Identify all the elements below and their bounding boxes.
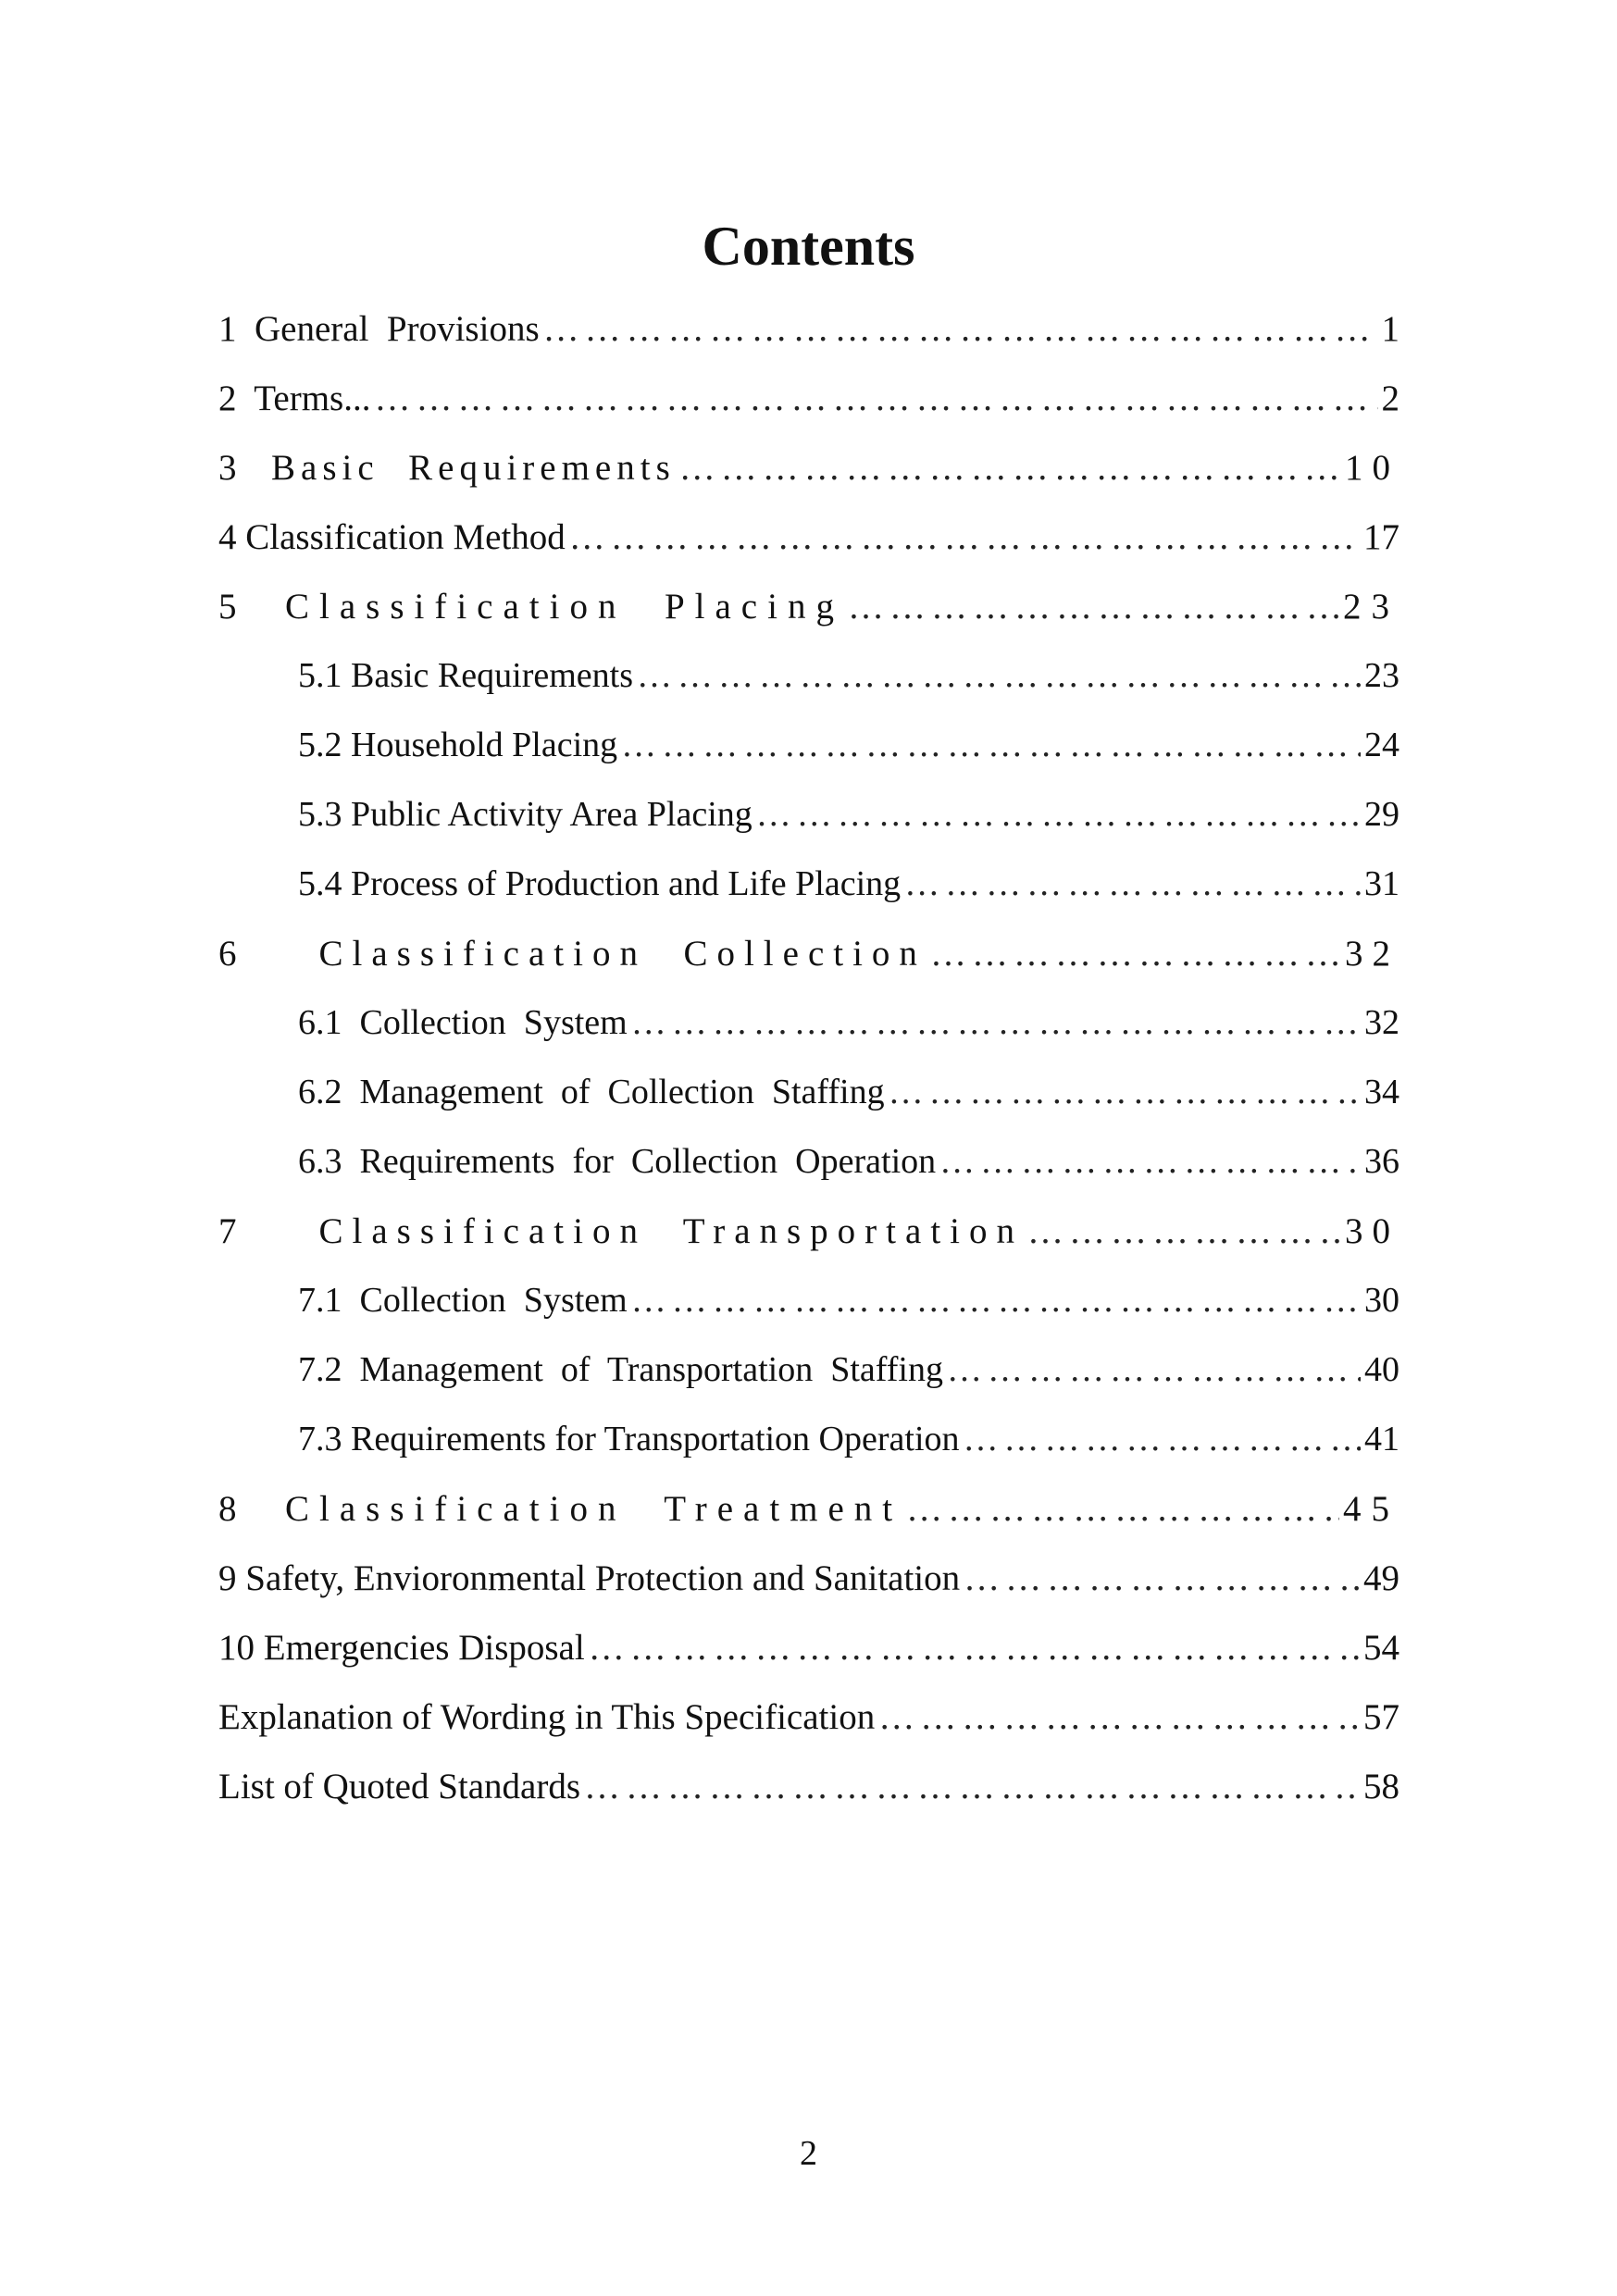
toc-dot-leader bbox=[878, 1682, 1360, 1752]
toc-entry-page: 54 bbox=[1363, 1628, 1399, 1668]
toc-entry-label: 7.2 Management of Transportation Staffing bbox=[298, 1350, 943, 1389]
toc-entry-label: Explanation of Wording in This Specification bbox=[218, 1697, 876, 1737]
toc-entry-label: 5.4 Process of Production and Life Placing bbox=[298, 864, 902, 903]
toc-dot-leader bbox=[889, 1058, 1361, 1127]
toc-dot-leader bbox=[930, 919, 1341, 988]
toc-entry-page: 10 bbox=[1345, 448, 1399, 488]
page-title: Contents bbox=[702, 216, 915, 277]
toc-entry[interactable] bbox=[218, 1544, 1399, 1613]
toc-entry-page: 58 bbox=[1363, 1767, 1399, 1806]
toc-dot-leader bbox=[621, 711, 1361, 780]
toc-entry[interactable] bbox=[218, 364, 1399, 433]
toc-dot-leader bbox=[637, 641, 1361, 711]
toc-entry[interactable] bbox=[218, 1613, 1399, 1682]
toc-entry[interactable] bbox=[218, 919, 1399, 988]
toc-dot-leader bbox=[589, 1613, 1360, 1682]
toc-entry-page: 40 bbox=[1364, 1350, 1399, 1389]
toc-entry-label: 5.1 Basic Requirements bbox=[298, 656, 633, 695]
toc-subentry[interactable] bbox=[218, 711, 1399, 780]
toc-entry-label: 6.2 Management of Collection Staffing bbox=[298, 1073, 885, 1111]
toc-subentry[interactable] bbox=[218, 641, 1399, 711]
toc-entry[interactable] bbox=[218, 294, 1399, 364]
toc-subentry[interactable] bbox=[218, 1405, 1399, 1474]
toc-dot-leader bbox=[543, 294, 1378, 364]
toc-subentry[interactable] bbox=[218, 1266, 1399, 1335]
toc-dot-leader bbox=[679, 433, 1341, 503]
toc-dot-leader bbox=[947, 1335, 1361, 1405]
page-number: 2 bbox=[800, 2134, 817, 2173]
toc-entry-label: 5.3 Public Activity Area Placing bbox=[298, 795, 753, 834]
toc-dot-leader bbox=[904, 850, 1361, 919]
toc-entry-page: 45 bbox=[1343, 1489, 1399, 1529]
toc-entry-label: 7.3 Requirements for Transportation Operation bbox=[298, 1420, 960, 1458]
toc-dot-leader bbox=[939, 1127, 1361, 1197]
toc-entry-page: 23 bbox=[1343, 587, 1399, 627]
toc-entry-label: 3 Basic Requirements bbox=[218, 448, 676, 488]
toc-entry-label: 5 Classification Placing bbox=[218, 587, 844, 627]
toc-entry-page: 17 bbox=[1363, 517, 1399, 557]
toc-dot-leader bbox=[569, 503, 1360, 572]
toc-entry-label: 7 Classification Transportation bbox=[218, 1211, 1024, 1251]
toc-entry[interactable] bbox=[218, 433, 1399, 503]
toc-entry-page: 1 bbox=[1381, 309, 1399, 349]
toc-dot-leader bbox=[906, 1474, 1339, 1544]
toc-dot-leader bbox=[756, 780, 1361, 850]
toc-entry-label: 6.3 Requirements for Collection Operation bbox=[298, 1142, 937, 1181]
toc-entry[interactable] bbox=[218, 503, 1399, 572]
toc-dot-leader bbox=[964, 1405, 1361, 1474]
toc-dot-leader bbox=[848, 572, 1339, 641]
toc-entry[interactable] bbox=[218, 1682, 1399, 1752]
toc-entry[interactable] bbox=[218, 1197, 1399, 1266]
toc-entry[interactable] bbox=[218, 572, 1399, 641]
toc-dot-leader bbox=[584, 1752, 1360, 1821]
toc-entry-label: List of Quoted Standards bbox=[218, 1767, 581, 1806]
toc-entry-page: 23 bbox=[1364, 656, 1399, 695]
toc-entry-label: 8 Classification Treatment bbox=[218, 1489, 903, 1529]
toc-dot-leader bbox=[964, 1544, 1360, 1613]
toc-entry-page: 41 bbox=[1364, 1420, 1399, 1458]
table-of-contents bbox=[218, 294, 1399, 1821]
toc-entry-page: 29 bbox=[1364, 795, 1399, 834]
toc-entry-label: 9 Safety, Envioronmental Protection and Sanitation bbox=[218, 1558, 961, 1598]
toc-entry-page: 30 bbox=[1364, 1281, 1399, 1320]
toc-entry-page: 2 bbox=[1381, 379, 1399, 418]
toc-entry-label: 6.1 Collection System bbox=[298, 1003, 628, 1042]
toc-entry-page: 36 bbox=[1364, 1142, 1399, 1181]
toc-subentry[interactable] bbox=[218, 1058, 1399, 1127]
toc-subentry[interactable] bbox=[218, 988, 1399, 1058]
toc-entry-label: 1 General Provisions bbox=[218, 309, 540, 349]
toc-entry-page: 34 bbox=[1364, 1073, 1399, 1111]
toc-dot-leader bbox=[631, 1266, 1361, 1335]
toc-entry-page: 57 bbox=[1363, 1697, 1399, 1737]
toc-entry-page: 24 bbox=[1364, 726, 1399, 764]
toc-entry-page: 31 bbox=[1364, 864, 1399, 903]
toc-entry-page: 30 bbox=[1345, 1211, 1399, 1251]
toc-entry-label: 2 Terms... bbox=[218, 379, 371, 418]
toc-subentry[interactable] bbox=[218, 850, 1399, 919]
toc-entry[interactable] bbox=[218, 1752, 1399, 1821]
toc-entry-label: 5.2 Household Placing bbox=[298, 726, 618, 764]
toc-entry-label: 7.1 Collection System bbox=[298, 1281, 628, 1320]
toc-entry-label: 10 Emergencies Disposal bbox=[218, 1628, 585, 1668]
toc-subentry[interactable] bbox=[218, 1127, 1399, 1197]
toc-subentry[interactable] bbox=[218, 780, 1399, 850]
toc-entry-label: 4 Classification Method bbox=[218, 517, 566, 557]
toc-entry[interactable] bbox=[218, 1474, 1399, 1544]
toc-dot-leader bbox=[1027, 1197, 1341, 1266]
toc-entry-page: 32 bbox=[1345, 934, 1399, 974]
toc-subentry[interactable] bbox=[218, 1335, 1399, 1405]
toc-dot-leader bbox=[374, 364, 1377, 433]
toc-entry-label: 6 Classification Collection bbox=[218, 934, 927, 974]
toc-entry-page: 49 bbox=[1363, 1558, 1399, 1598]
toc-entry-page: 32 bbox=[1364, 1003, 1399, 1042]
toc-dot-leader bbox=[631, 988, 1361, 1058]
